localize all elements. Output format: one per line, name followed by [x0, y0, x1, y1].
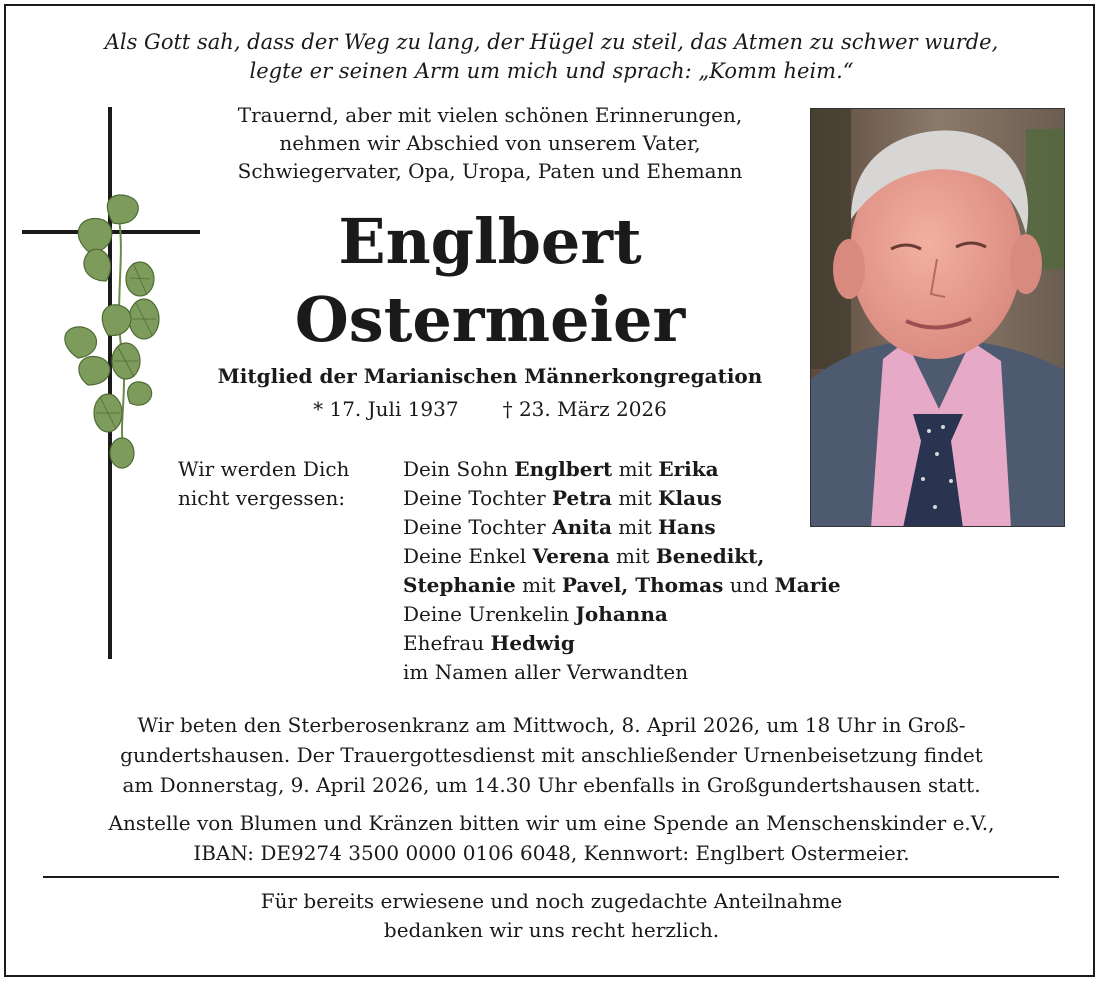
mourners-list — [403, 455, 841, 687]
portrait-image — [811, 109, 1065, 527]
mourner-name: Johanna — [575, 602, 668, 626]
mourner-name: Hedwig — [490, 631, 575, 655]
divider — [43, 876, 1059, 878]
membership-line: Mitglied der Marianischen Männerkongregation — [217, 364, 763, 388]
remembrance-line: Wir werden Dich — [178, 457, 350, 481]
remembrance-line: nicht vergessen: — [178, 486, 346, 510]
birth-date: * 17. Juli 1937 — [313, 397, 459, 421]
mourner-line — [403, 600, 841, 629]
motto-line: Als Gott sah, dass der Weg zu lang, der Hügel zu steil, das Atmen zu schwer wurde, — [104, 30, 999, 54]
mourner-relation: Deine Urenkelin — [403, 602, 576, 626]
mourner-relation: Dein Sohn — [403, 457, 515, 481]
mourner-name: Anita — [552, 515, 612, 539]
mourner-line — [403, 455, 841, 484]
service-line: gundertshausen. Der Trauergottesdienst mit anschließender Urnenbeisetzung findet — [120, 743, 983, 767]
motto-quote — [0, 28, 1103, 86]
thanks-line: Für bereits erwiesene und noch zugedachte Anteilnahme — [260, 889, 843, 913]
thanks-line: bedanken wir uns recht herzlich. — [383, 918, 720, 942]
intro-text — [160, 101, 820, 185]
intro-line: Schwiegervater, Opa, Uropa, Paten und Ehemann — [237, 159, 743, 183]
mourner-name: Hans — [658, 515, 716, 539]
donation-line: IBAN: DE9274 3500 0000 0106 6048, Kennwort: Englbert Ostermeier. — [193, 841, 910, 865]
mourner-name: Erika — [658, 457, 719, 481]
life-dates — [160, 395, 820, 423]
mourner-name: Benedikt, — [655, 544, 765, 568]
mourner-line — [403, 629, 841, 658]
mourner-name: Verena — [532, 544, 610, 568]
service-details — [0, 710, 1103, 800]
intro-line: nehmen wir Abschied von unserem Vater, — [279, 131, 701, 155]
mourner-line — [403, 542, 841, 571]
donation-request — [0, 808, 1103, 868]
mourner-relation: Ehefrau — [403, 631, 491, 655]
mourner-name: Stephanie — [403, 573, 516, 597]
mourner-name: Pavel, Thomas — [561, 573, 724, 597]
mourner-connector: mit — [612, 457, 659, 481]
deceased-first-name: Englbert — [338, 205, 642, 278]
mourner-connector: und — [723, 573, 775, 597]
mourner-line — [403, 513, 841, 542]
thanks-note — [0, 887, 1103, 945]
mourner-line — [403, 571, 841, 600]
mourner-connector: mit — [612, 486, 659, 510]
donation-line: Anstelle von Blumen und Kränzen bitten wir um eine Spende an Menschenskinder e.V., — [108, 811, 995, 835]
mourner-name: Petra — [552, 486, 613, 510]
mourner-name: Klaus — [658, 486, 722, 510]
mourner-line — [403, 484, 841, 513]
mourner-line: im Namen aller Verwandten — [403, 660, 689, 684]
mourner-connector: mit — [609, 544, 656, 568]
portrait-photo — [810, 108, 1065, 527]
mourner-name: Englbert — [514, 457, 613, 481]
mourner-name: Marie — [774, 573, 841, 597]
remembrance-phrase — [178, 455, 349, 513]
service-line: am Donnerstag, 9. April 2026, um 14.30 Uhr ebenfalls in Großgundertshausen statt. — [122, 773, 981, 797]
deceased-last-name: Ostermeier — [294, 283, 686, 356]
mourner-relation: Deine Tochter — [403, 486, 553, 510]
motto-line: legte er seinen Arm um mich und sprach: „Komm heim.“ — [249, 59, 854, 83]
mourner-connector: mit — [515, 573, 562, 597]
mourner-relation: Deine Tochter — [403, 515, 553, 539]
mourner-relation: Deine Enkel — [403, 544, 533, 568]
mourner-connector: mit — [611, 515, 659, 539]
service-line: Wir beten den Sterberosenkranz am Mittwoch, 8. April 2026, um 18 Uhr in Groß- — [137, 713, 966, 737]
death-date: † 23. März 2026 — [502, 397, 667, 421]
intro-line: Trauernd, aber mit vielen schönen Erinnerungen, — [237, 103, 743, 127]
